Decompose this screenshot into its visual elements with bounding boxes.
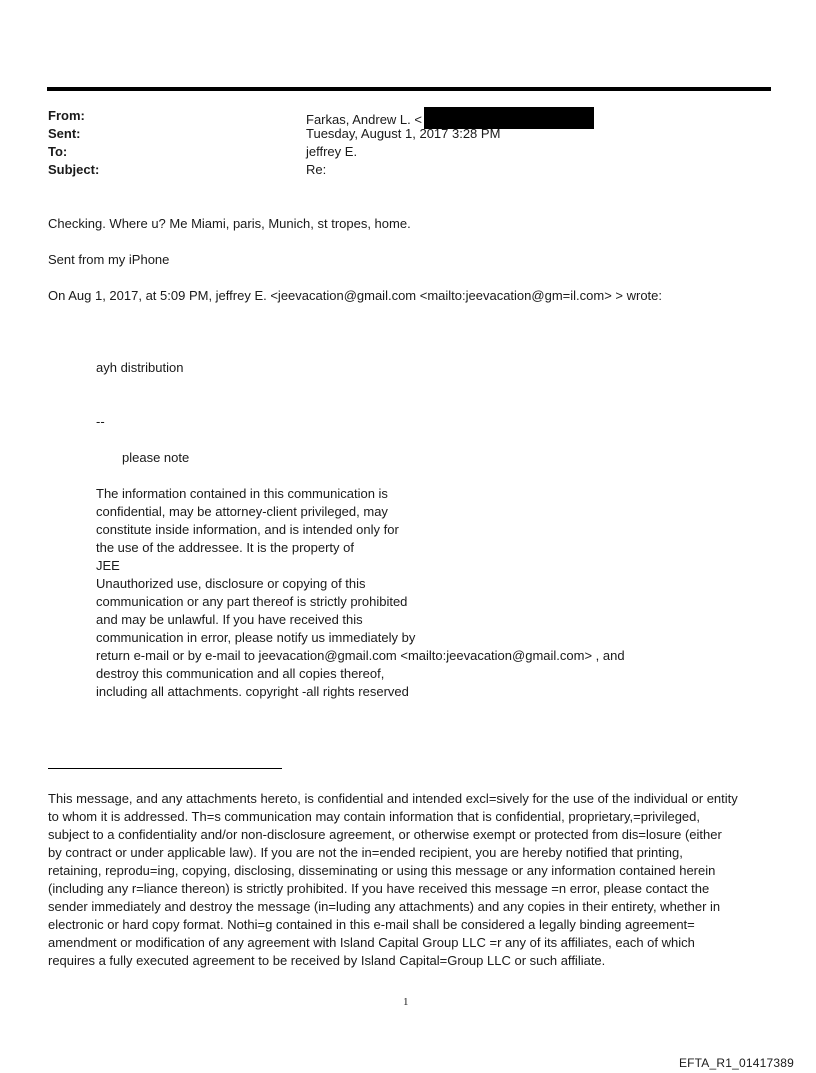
notice-line: JEE — [96, 558, 120, 573]
to-label: To: — [48, 144, 68, 159]
disclaimer-line: sender immediately and destroy the message (in=luding any attachments) and any copies in their entirety, whether in — [48, 899, 721, 914]
quoted-text: ayh distribution — [96, 360, 184, 375]
confidentiality-notice — [96, 485, 676, 701]
disclaimer-line: amendment or modification of any agreement with Island Capital Group LLC =r any of its affiliates, each of which — [48, 935, 695, 950]
header-top-rule — [47, 87, 771, 91]
legal-disclaimer — [48, 790, 772, 970]
disclaimer-line: electronic or hard copy format. Nothi=g contained in this e-mail shall be considered a legally binding agreement= — [48, 917, 695, 932]
to-value: jeffrey E. — [306, 144, 358, 159]
please-note: please note — [122, 450, 190, 465]
disclaimer-line: to whom it is addressed. Th=s communication may contain information that is confidential, proprietary,=privileged, — [48, 809, 701, 824]
sent-label: Sent: — [48, 126, 81, 141]
signature-separator: -- — [96, 414, 105, 429]
subject-value: Re: — [306, 162, 327, 177]
sent-value: Tuesday, August 1, 2017 3:28 PM — [306, 126, 501, 141]
footer-rule — [48, 768, 282, 769]
notice-line: communication or any part thereof is strictly prohibited — [96, 594, 408, 609]
notice-line: return e-mail or by e-mail to jeevacation@gmail.com <mailto:jeevacation@gmail.com> , and — [96, 648, 625, 663]
from-name: Farkas, Andrew L. < — [306, 112, 422, 127]
disclaimer-line: This message, and any attachments hereto, is confidential and intended excl=sively for the use of the individual or entity — [48, 791, 738, 806]
notice-line: communication in error, please notify us immediately by — [96, 630, 416, 645]
to-row — [48, 143, 358, 161]
body-signature: Sent from my iPhone — [48, 252, 170, 267]
from-label: From: — [48, 108, 85, 123]
notice-line: including all attachments. copyright -all rights reserved — [96, 684, 409, 699]
subject-row — [48, 161, 327, 179]
disclaimer-line: (including any r=liance thereon) is strictly prohibited. If you have received this message =n error, please contact the — [48, 881, 710, 896]
notice-line: confidential, may be attorney-client privileged, may — [96, 504, 388, 519]
notice-line: Unauthorized use, disclosure or copying of this — [96, 576, 366, 591]
disclaimer-line: retaining, reprodu=ing, copying, disclosing, disseminating or using this message or any information contained herein — [48, 863, 716, 878]
disclaimer-line: subject to a confidentiality and/or non-disclosure agreement, or otherwise exempt or protected from dis=losure (either — [48, 827, 722, 842]
page-number: 1 — [403, 996, 409, 1008]
notice-line: constitute inside information, and is intended only for — [96, 522, 399, 537]
subject-label: Subject: — [48, 162, 100, 177]
from-row — [48, 107, 422, 127]
disclaimer-line: requires a fully executed agreement to be received by Island Capital=Group LLC or such affiliate. — [48, 953, 606, 968]
notice-line: destroy this communication and all copies thereof, — [96, 666, 385, 681]
bates-number: EFTA_R1_01417389 — [678, 1056, 794, 1070]
body-message: Checking. Where u? Me Miami, paris, Munich, st tropes, home. — [48, 216, 411, 231]
notice-line: The information contained in this communication is — [96, 486, 388, 501]
reply-attribution: On Aug 1, 2017, at 5:09 PM, jeffrey E. <jeevacation@gmail.com <mailto:jeevacation@gm=il.com> > wrote: — [48, 288, 662, 303]
notice-line: the use of the addressee. It is the property of — [96, 540, 354, 555]
notice-line: and may be unlawful. If you have received this — [96, 612, 363, 627]
disclaimer-line: by contract or under applicable law). If you are not the in=ended recipient, you are hereby notified that printing, — [48, 845, 683, 860]
sent-row — [48, 125, 501, 143]
